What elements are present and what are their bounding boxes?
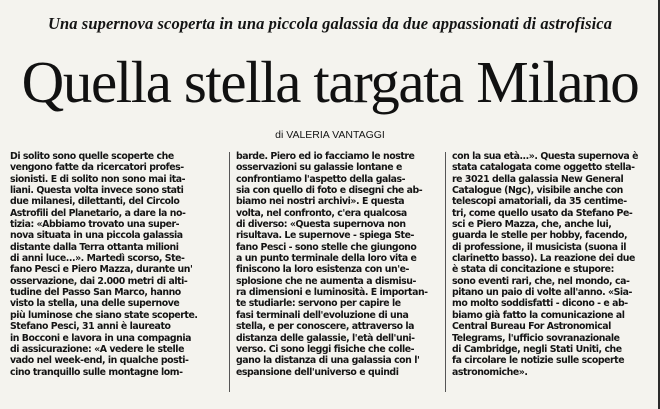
article-text-line: più luminose che siano state scoperte. [10,309,198,321]
article-text-line: volta, nel confronto, c'era qualcosa [236,207,407,219]
article-text-line: Telegrams, l'ufficio sovranazionale [452,332,620,344]
article-text-line: di assicurazione: «A vedere le stelle [10,343,184,355]
article-text-line: fano Pesci - sono stelle che giungono [236,241,417,253]
article-text-line: cino tranquillo sulle montagne lom- [10,366,183,378]
article-text-line: osservazione, dai 2.000 metri di alti- [10,275,188,287]
article-text-line: risultava. Le supernove - spiega Ste- [236,230,414,242]
article-text-line: di diverso: «Questa supernova non [236,219,406,231]
article-text-line: Di solito sono quelle scoperte che [10,151,174,162]
article-text-line: sia con quello di foto e disegni che ab- [236,185,423,197]
article-text-line: fasi terminali dell'evoluzione di una [236,309,409,321]
article-text-line: guarda le stelle per hobby, facendo, [452,230,628,242]
article-text-line: visto la stella, una delle supernove [10,298,180,310]
article-text-line: pitano un paio di volte all'anno. «Sia- [452,287,632,299]
column-divider-2 [445,152,446,392]
article-headline: Quella stella targata Milano [21,49,639,115]
article-text-line: a un punto terminale della loro vita e [236,253,417,265]
article-text-line: sci e Piero Mazza, che, anche lui, [452,219,612,231]
article-column-1 [10,151,218,378]
article-text-line: di Cambridge, negli Stati Uniti, che [452,343,622,355]
article-text-line: di professione, il musicista (suona il [452,241,626,253]
article-kicker: Una supernova scoperta in una piccola galassia da due appassionati di astrofisica [47,14,613,33]
article-text-line: fano Pesci e Piero Mazza, durante un' [10,264,193,276]
article-text-line: con la sua età...». Questa supernova è [452,151,638,162]
article-column-3 [452,151,660,378]
article-text-line: vengono fatte da ricercatori profes- [10,162,184,174]
article-text-line: gano la distanza di una galassia con l' [236,355,420,367]
article-text-line: biamo nei nostri archivi». E questa [236,196,405,208]
article-column-2 [236,151,444,378]
article-text-line: re 3021 della galassia New General [452,173,624,185]
article-text-line: fa circolare le notizie sulle scoperte [452,355,625,367]
article-text-line: di anni luce...». Martedì scorso, Ste- [10,253,185,265]
article-text-line: due milanesi, dilettanti, del Circolo [10,196,180,208]
article-text-line: verso. Ci sono leggi fisiche che colle- [236,343,415,355]
article-text-line: clarinetto basso). La reazione dei due [452,253,635,265]
article-byline: di VALERIA VANTAGGI [275,129,385,141]
article-text-line: sono eventi rari, che, nel mondo, ca- [452,275,630,287]
article-text-line: mo molto soddisfatti - dicono - e ab- [452,298,628,310]
article-text-line: stata catalogata come oggetto stella- [452,162,635,174]
article-text-line: astronomiche». [452,366,528,378]
article-text-line: in Bocconi e lavora in una compagnia [10,332,191,344]
article-text-line: Central Bureau For Astronomical [452,321,611,333]
article-text-line: biamo già fatto la comunicazione al [452,309,625,321]
article-text-line: stella, e per conoscere, attraverso la [236,321,415,333]
article-text-line: tudine del Passo San Marco, hanno [10,287,181,299]
article-text-line: barde. Piero ed io facciamo le nostre [236,151,415,162]
article-text-line: finiscono la loro esistenza con un'e- [236,264,409,276]
article-text-line: è stata di concitazione e stupore: [452,264,614,276]
article-text-line: Astrofili del Planetario, a dare la no- [10,207,186,219]
article-text-line: splosione che ne aumenta a dismisu- [236,275,416,287]
article-text-line: ra dimensioni e luminosità. È importan- [236,287,428,299]
article-text-line: confrontiamo l'aspetto della galas- [236,173,406,185]
article-text-line: sionisti. E di solito non sono mai ita- [10,173,186,185]
article-text-line: distanza delle galassie, l'età dell'uni- [236,332,415,344]
article-text-line: nova situata in una piccola galassia [10,230,183,242]
article-text-line: vado nel week-end, in qualche posti- [10,355,189,367]
article-text-line: tizia: «Abbiamo trovato una super- [10,219,180,231]
article-text-line: tri, come quello usato da Stefano Pe- [452,207,633,219]
article-text-line: Stefano Pesci, 31 anni è laureato [10,321,171,333]
article-text-line: te studiarle: servono per capire le [236,298,401,310]
article-text-line: telescopi amatoriali, da 35 centime- [452,196,627,208]
article-text-line: osservazioni su galassie lontane e [236,162,402,174]
article-text-line: liani. Questa volta invece sono stati [10,185,184,197]
column-divider-1 [229,152,230,392]
article-text-line: Catalogue (Ngc), visibile anche con [452,185,623,197]
article-text-line: distante dalla Terra ottanta milioni [10,241,179,253]
article-text-line: espansione dell'universo e quindi [236,366,399,378]
